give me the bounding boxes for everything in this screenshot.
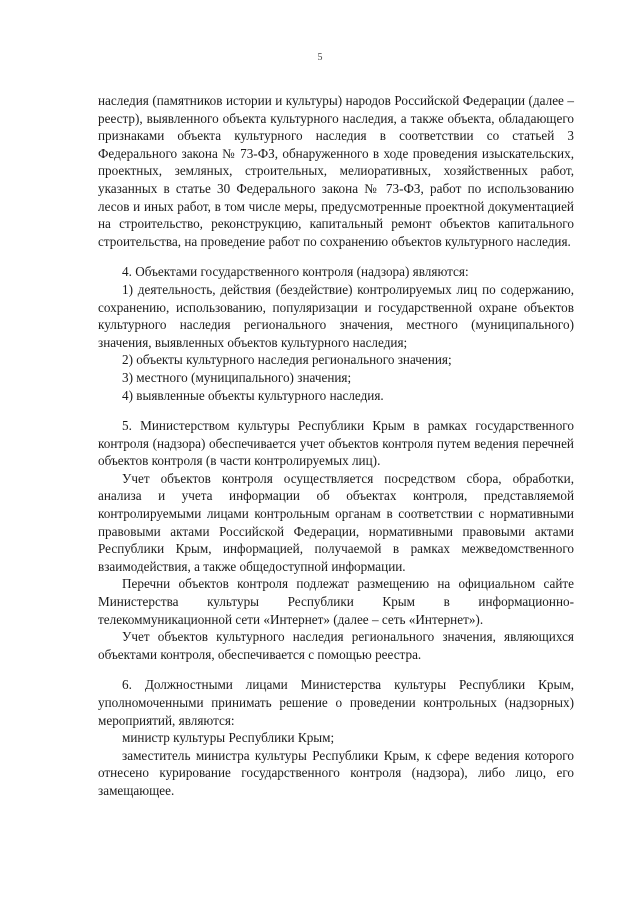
page-number: 5: [317, 52, 323, 63]
section-5-registry: Учет объектов культурного наследия регионального значения, являющихся объектами контроля, обеспечивается с помощью реестра.: [98, 629, 574, 662]
section-5-paragraph: 5. Министерством культуры Республики Крым в рамках государственного контроля (надзора) обеспечивается учет объектов контроля путем ведения перечней объектов контроля (в части контролируемых лиц).: [98, 418, 574, 469]
section-4-item-2: 2) объекты культурного наследия регионального значения;: [122, 352, 452, 368]
section-5-lists: Перечни объектов контроля подлежат размещению на официальном сайте Министерства культуры Республики Крым в информационно-телекоммуникационной сети «Интернет» (далее – сеть «Интернет»).: [98, 576, 574, 627]
document-body: [98, 92, 574, 800]
section-6-deputy: заместитель министра культуры Республики Крым, к сфере ведения которого отнесено курирование государственного контроля (надзора), либо лицо, его замещающее.: [98, 747, 574, 798]
paragraph-heritage-continuation: наследия (памятников истории и культуры) народов Российской Федерации (далее – реестр), выявленного объекта культурного наследия, а также объекта, обладающего признаками объекта культурного наследия в соответствии со статьей 3 Федерального закона № 73-ФЗ, обнаруженного в ходе проведения изыскательских, проектных, земляных, строительных, мелиоративных, хозяйственных работ, указанных в статье 30 Федерального закона № 73-ФЗ, работ по использованию лесов и иных работ, в том числе меры, предусмотренные проектной документацией на строительство, реконструкцию, капитальный ремонт объектов капитального строительства, на проведение работ по сохранению объектов культурного наследия.: [98, 93, 574, 249]
section-6-minister: министр культуры Республики Крым;: [122, 730, 335, 746]
section-4-item-3: 3) местного (муниципального) значения;: [122, 369, 352, 385]
section-5-accounting: Учет объектов контроля осуществляется посредством сбора, обработки, анализа и учета информации об объектах контроля, представляемой контролируемыми лицами контрольным органам в соответствии с нормативными правовыми актами Российской Федерации, нормативными правовыми актами Республики Крым, информацией, получаемой в рамках межведомственного взаимодействия, а также общедоступной информации.: [98, 470, 574, 574]
section-4-item-1: 1) деятельность, действия (бездействие) контролируемых лиц по содержанию, сохранению, использованию, популяризации и государственной охране объектов культурного наследия регионального значения, местного (муниципального) значения, выявленных объектов культурного наследия;: [98, 281, 574, 350]
section-4-title: 4. Объектами государственного контроля (надзора) являются:: [122, 264, 469, 280]
section-6-paragraph: 6. Должностными лицами Министерства культуры Республики Крым, уполномоченными принимать решение о проведении контрольных (надзорных) мероприятий, являются:: [98, 677, 574, 728]
section-4-item-4: 4) выявленные объекты культурного наследия.: [122, 387, 384, 403]
